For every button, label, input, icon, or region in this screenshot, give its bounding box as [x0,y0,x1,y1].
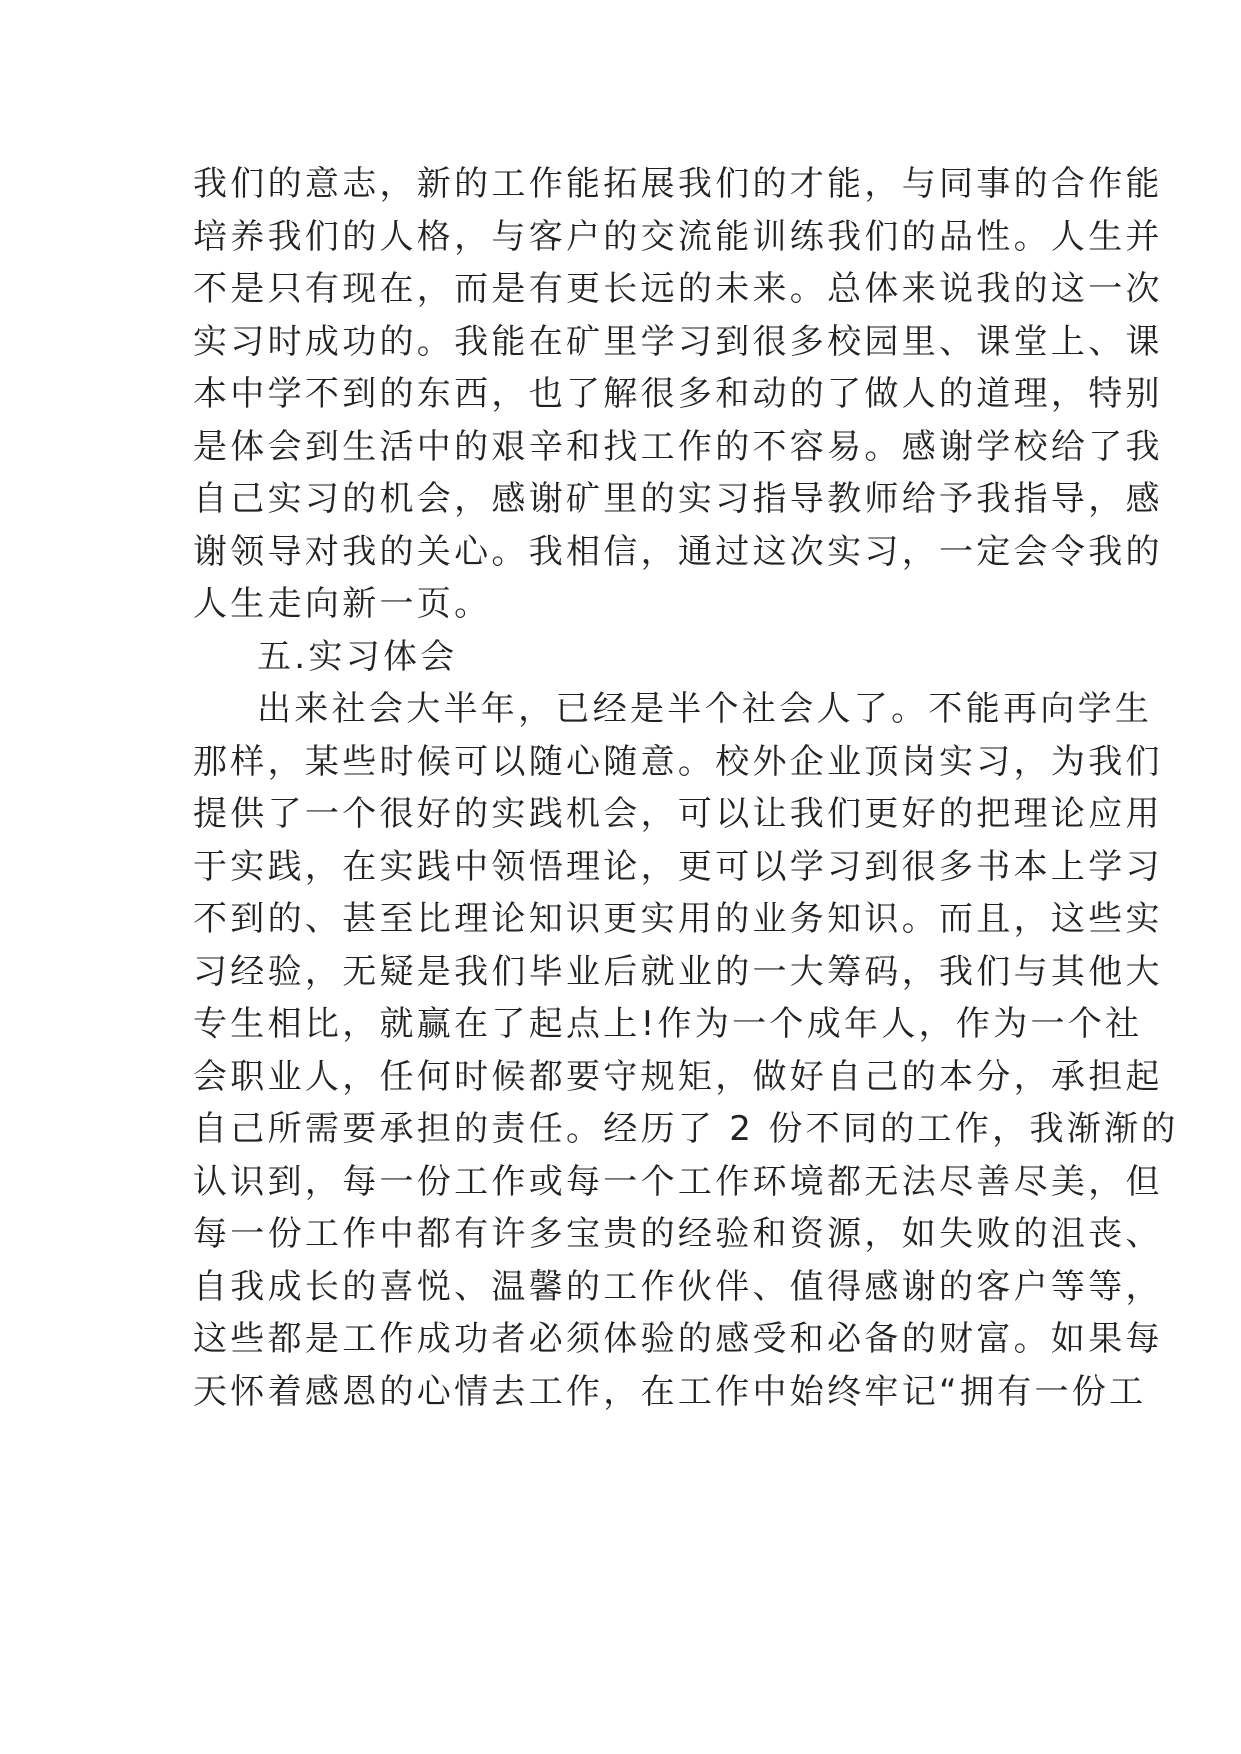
text-line: 专生相比，就赢在了起点上!作为一个成年人，作为一个社 [193,1004,1143,1044]
text-line: 培养我们的人格，与客户的交流能训练我们的品性。人生并 [193,216,1163,257]
text-line: 谢领导对我的关心。我相信，通过这次实习，一定会令我的 [193,531,1163,572]
text-line: 人生走向新一页。 [193,584,492,624]
text-line: 不到的、甚至比理论知识更实用的业务知识。而且，这些实 [193,899,1163,939]
text-line: 自己所需要承担的责任。经历了 2 份不同的工作，我渐渐的 [193,1109,1179,1149]
text-line: 实习时成功的。我能在矿里学习到很多校园里、课堂上、课 [193,321,1163,362]
text-line: 那样，某些时候可以随心随意。校外企业顶岗实习，为我们 [193,741,1163,782]
text-line: 于实践，在实践中领悟理论，更可以学习到很多书本上学习 [193,846,1163,887]
text-line: 本中学不到的东西，也了解很多和动的了做人的道理，特别 [193,374,1163,414]
text-line: 我们的意志，新的工作能拓展我们的才能，与同事的合作能 [193,164,1163,204]
text-line: 提供了一个很好的实践机会，可以让我们更好的把理论应用 [193,794,1163,834]
text-line: 不是只有现在，而是有更长远的未来。总体来说我的这一次 [193,269,1163,309]
text-line: 自我成长的喜悦、温馨的工作伙伴、值得感谢的客户等等， [193,1266,1163,1307]
text-line: 自己实习的机会，感谢矿里的实习指导教师给予我指导，感 [193,479,1163,519]
text-line: 是体会到生活中的艰辛和找工作的不容易。感谢学校给了我 [193,426,1163,467]
body-text [193,158,1179,1418]
text-line: 这些都是工作成功者必须体验的感受和必备的财富。如果每 [193,1319,1163,1359]
text-line: 每一份工作中都有许多宝贵的经验和资源，如失败的沮丧、 [193,1214,1163,1254]
text-line: 认识到，每一份工作或每一个工作环境都无法尽善尽美，但 [193,1161,1163,1202]
section-heading: 五.实习体会 [257,636,458,677]
text-line: 出来社会大半年，已经是半个社会人了。不能再向学生 [257,689,1153,729]
text-line: 天怀着感恩的心情去工作，在工作中始终牢记“拥有一份工 [193,1371,1147,1412]
text-line: 会职业人，任何时候都要守规矩，做好自己的本分，承担起 [193,1056,1163,1097]
text-line: 习经验，无疑是我们毕业后就业的一大筹码，我们与其他大 [193,951,1163,992]
